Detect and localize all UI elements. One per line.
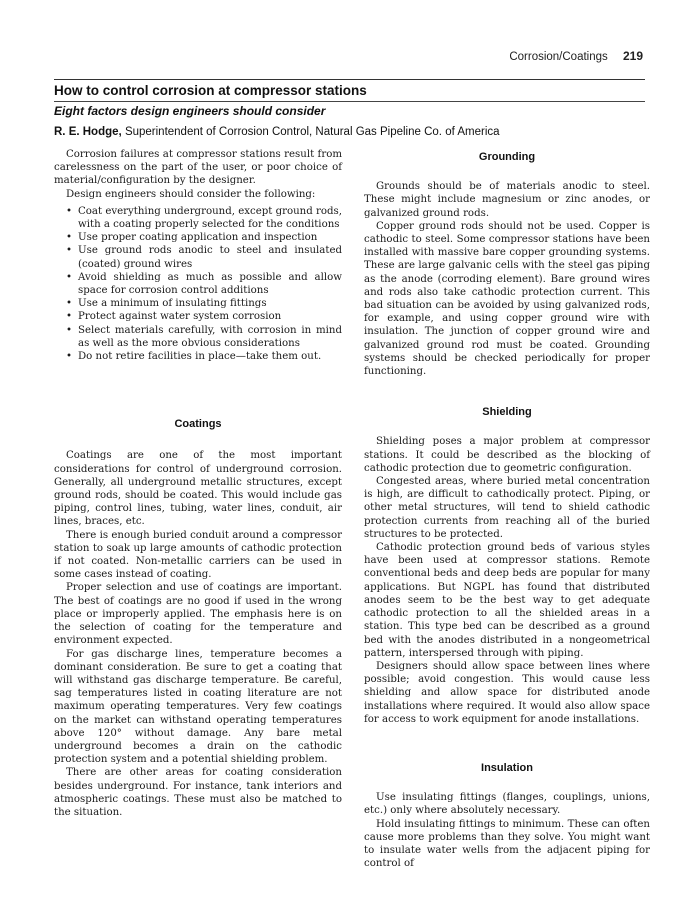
list-item: • Do not retire facilities in place—take them out. [66, 350, 342, 363]
left-column [54, 148, 342, 819]
list-item: • Use proper coating application and inspection [66, 231, 342, 244]
list-item: • Coat everything underground, except ground rods, with a coating properly selected for the conditions [66, 205, 342, 231]
section-heading-shielding: Shielding [482, 406, 532, 419]
list-item: • Avoid shielding as much as possible and allow space for corrosion control additions [66, 271, 342, 297]
article-subtitle: Eight factors design engineers should consider [54, 104, 326, 118]
section-heading-insulation: Insulation [481, 761, 533, 774]
running-header [509, 49, 643, 63]
body-paragraph: Congested areas, where buried metal concentration is high, are difficult to cathodically protect. Piping, or other metal structures, will tend to shield cathodic protection currents from reaching all of the buried structures to be protected. [364, 476, 650, 540]
body-paragraph: Corrosion failures at compressor stations result from carelessness on the part of the user, or poor choice of material/configuration by the designer. [54, 149, 342, 187]
body-paragraph: Design engineers should consider the following: [66, 188, 316, 200]
author-name: R. E. Hodge, [54, 126, 122, 138]
design-factors-list [54, 205, 342, 363]
title-rule [54, 101, 645, 102]
body-paragraph: Proper selection and use of coatings are important. The best of coatings are no good if used in the wrong place or improperly applied. The emphasis here is on the selection of coating for the temperature and environment expected. [54, 582, 342, 647]
body-paragraph: There is enough buried conduit around a compressor station to soak up large amounts of cathodic protection if not coated. Non-metallic carriers can be used in some cases instead of coating. [54, 529, 342, 581]
author-affiliation: Superintendent of Corrosion Control, Natural Gas Pipeline Co. of America [124, 126, 500, 138]
right-column [364, 148, 650, 870]
body-paragraph: Shielding poses a major problem at compressor stations. It could be described as the blocking of cathodic protection due to geometric configuration. [364, 436, 650, 474]
top-rule [54, 79, 645, 80]
body-paragraph: Hold insulating fittings to minimum. These can often cause more problems than they solve. You might want to insulate water wells from the adjacent piping for control of [364, 818, 650, 870]
section-heading-coatings: Coatings [174, 418, 222, 431]
author-line [54, 126, 500, 138]
body-paragraph: Grounds should be of materials anodic to steel. These might include magnesium or zinc anodes, or galvanized ground rods. [364, 181, 650, 219]
section-heading-grounding: Grounding [478, 151, 536, 163]
body-paragraph: There are other areas for coating consideration besides underground. For instance, tank interiors and atmospheric coatings. These must also be matched to the situation. [54, 767, 342, 818]
page-number: 219 [622, 49, 643, 63]
list-item: • Protect against water system corrosion [66, 310, 342, 323]
list-item: • Select materials carefully, with corrosion in mind as well as the more obvious considerations [66, 324, 342, 350]
body-paragraph: Cathodic protection ground beds of various styles have been used at compressor stations. Remote conventional beds and deep beds are popular for many applications. But NGPL has found that distributed anodes seem to be the best way to get adequate cathodic protection to all the shielded areas in a station. This type bed can be described as a ground bed with the anodes distributed in a nongeometrical pattern, interspersed through with piping. [364, 542, 650, 659]
body-paragraph: For gas discharge lines, temperature becomes a dominant consideration. Be sure to get a coating that will withstand gas discharge temperature. Be careful, sag temperatures listed in coating literature are not maximum operating temperatures. Very few coatings on the market can withstand operating temperatures above 120° without damage. Any bare metal underground becomes a drain on the cathodic protection system and a potential shielding problem. [54, 648, 342, 766]
body-paragraph: Designers should allow space between lines where possible; avoid congestion. This would cause less shielding and allow space for distributed anode installations where required. It would also allow space for access to work equipment for anode installations. [364, 660, 650, 725]
body-paragraph: Coatings are one of the most important considerations for control of underground corrosion. Generally, all underground metallic structures, except ground rods, should be coated. This would include gas piping, control lines, tubing, water lines, conduit, air lines, braces, etc. [54, 450, 342, 528]
list-item: • Use a minimum of insulating fittings [66, 297, 342, 310]
running-header-section: Corrosion/Coatings [509, 51, 608, 63]
body-paragraph: Use insulating fittings (flanges, couplings, unions, etc.) only where absolutely necessary. [364, 792, 650, 817]
list-item: • Use ground rods anodic to steel and insulated (coated) ground wires [66, 244, 342, 270]
body-paragraph: Copper ground rods should not be used. Copper is cathodic to steel. Some compressor stations have been installed with massive bare copper grounding systems. These are large galvanic cells with the steel gas piping as the anode (corroding element). Bare ground wires and rods also take cathodic protection current. This bad situation can be avoided by using galvanized rods, for example, and using copper ground wire with insulation. The junction of copper ground wire and galvanized ground rod must be coated. Grounding systems should be checked periodically for proper functioning. [364, 220, 650, 378]
article-title: How to control corrosion at compressor stations [54, 83, 367, 98]
